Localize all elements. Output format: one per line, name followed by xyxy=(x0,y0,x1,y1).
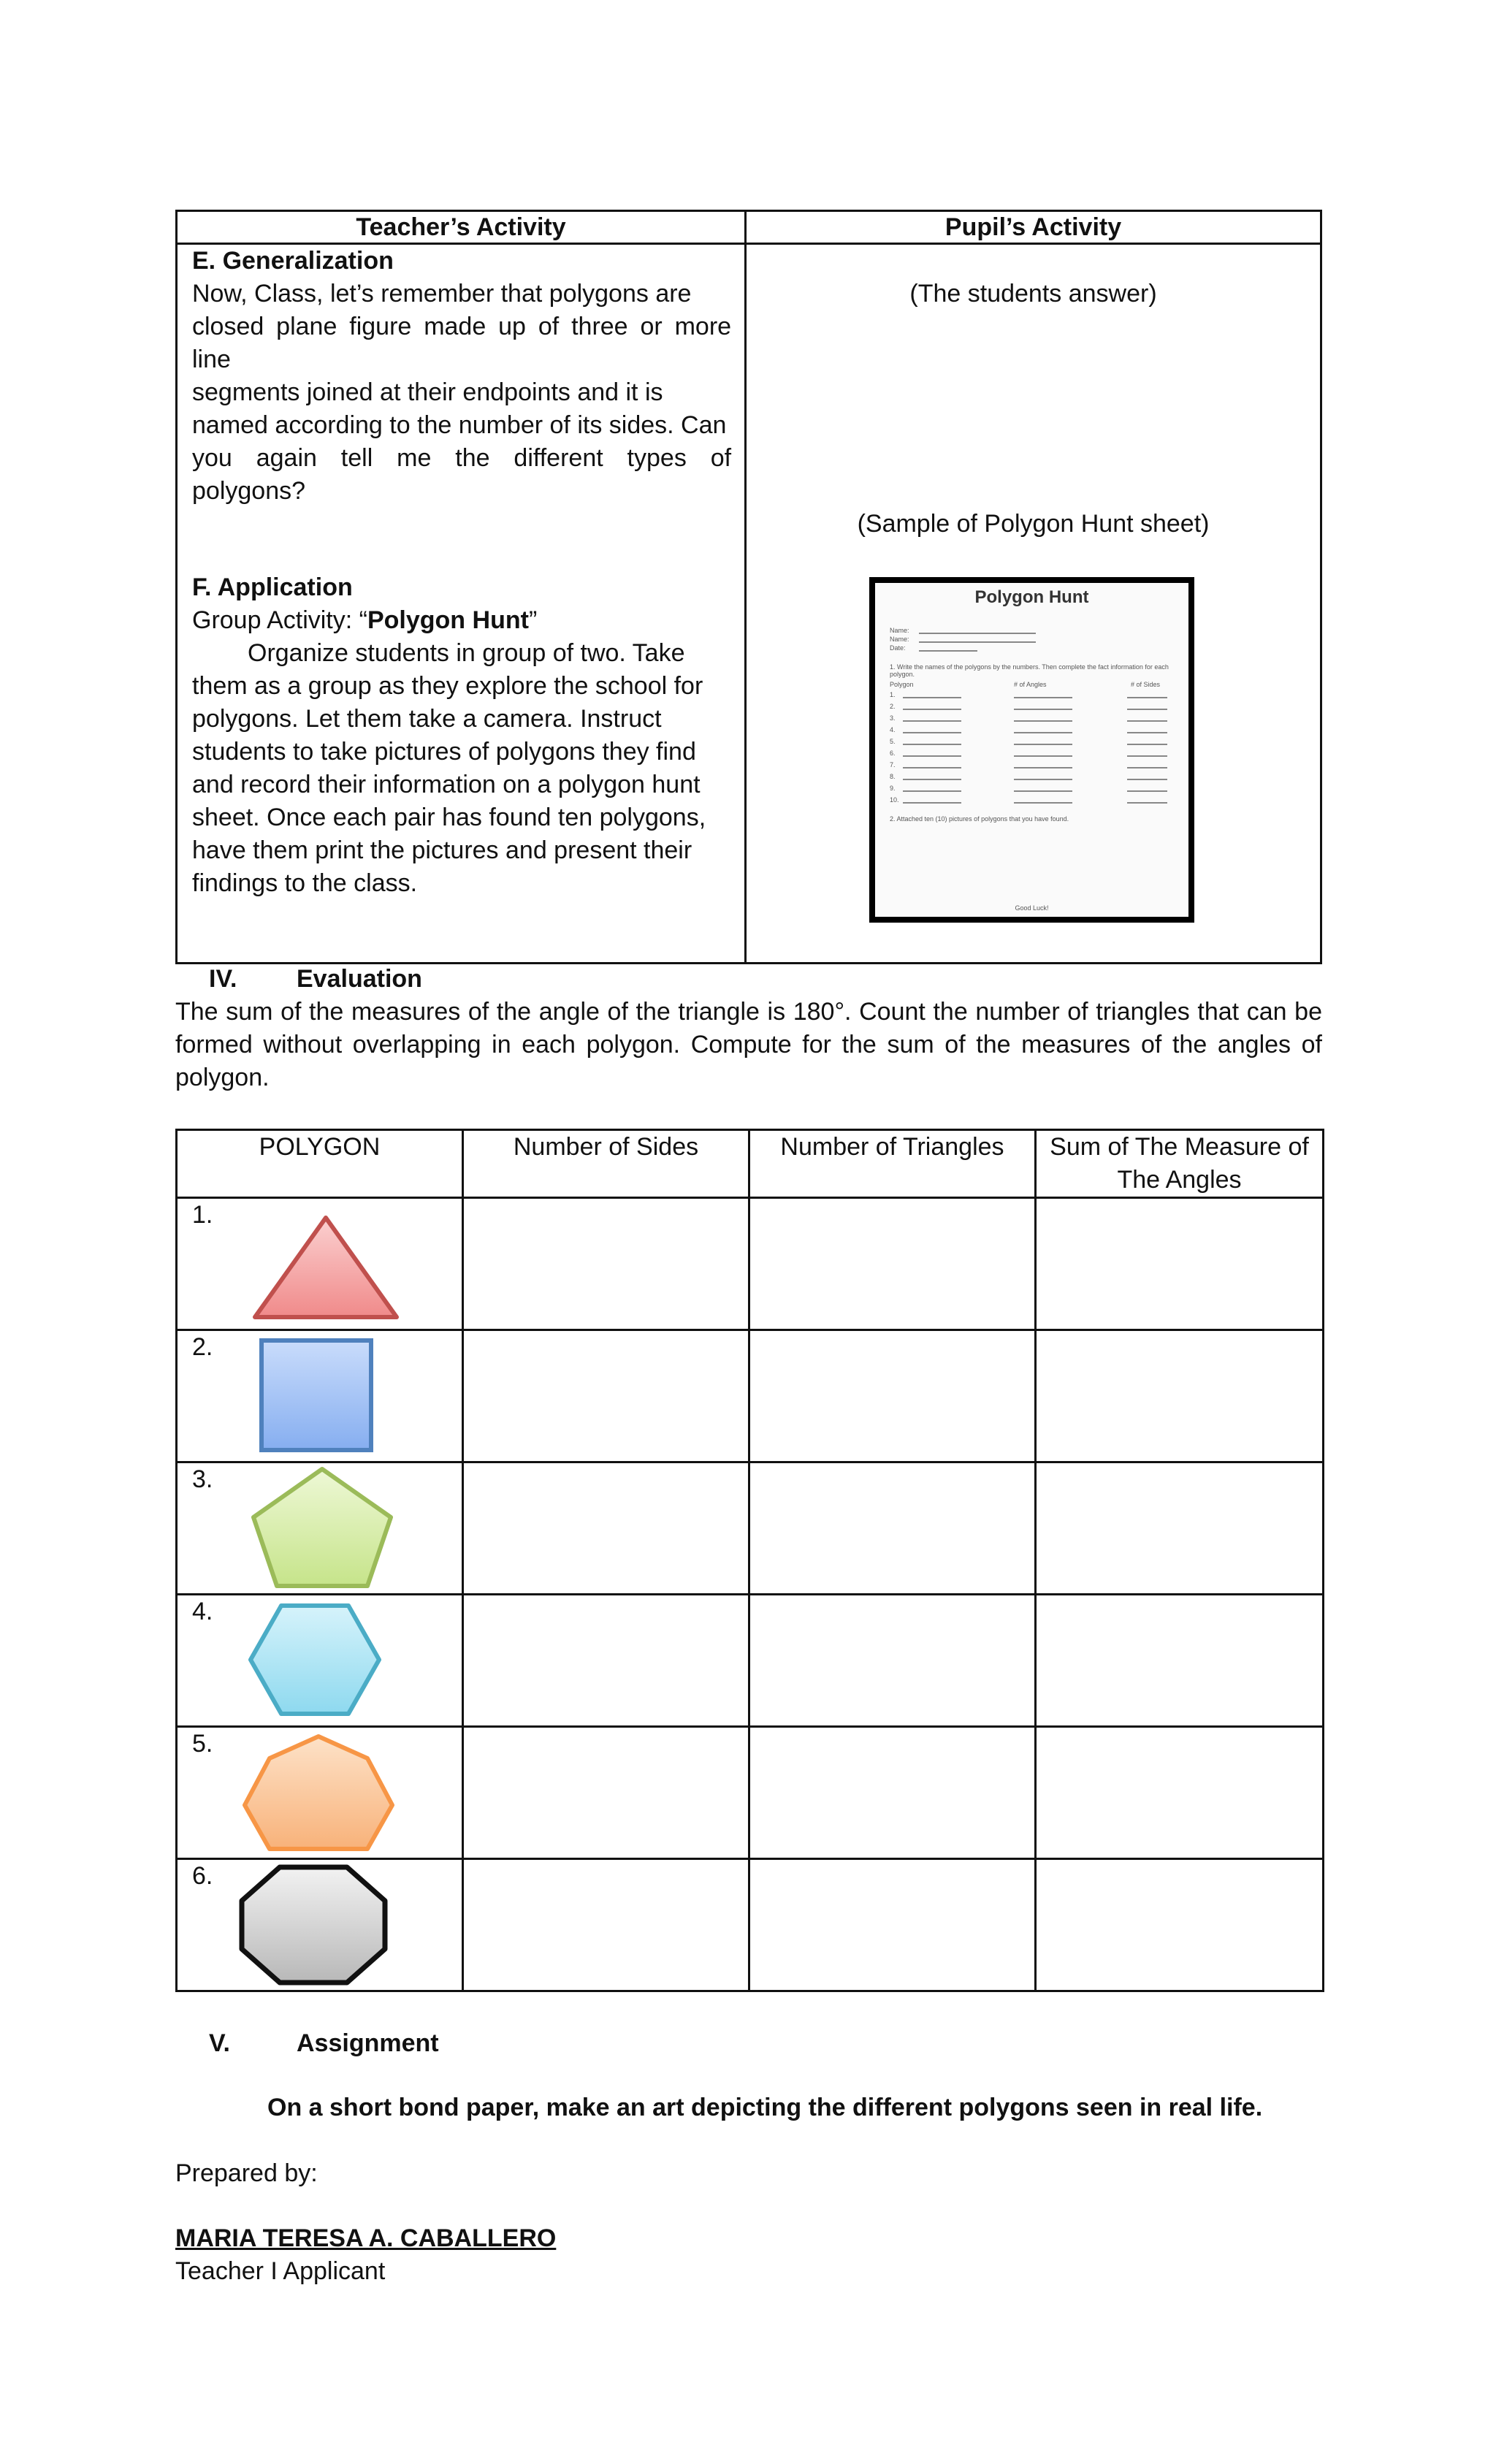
evaluation-heading: Evaluation xyxy=(297,965,422,993)
hunt-name-label: Name: xyxy=(890,627,909,634)
hunt-row-line xyxy=(903,697,961,698)
text-line: polygons. Let them take a camera. Instruct xyxy=(192,705,662,733)
text-line: you again tell me the different types of polygons? xyxy=(192,444,732,505)
text-line: Organize students in group of two. Take xyxy=(248,639,685,667)
hunt-row-line xyxy=(903,802,961,804)
application-text xyxy=(192,637,731,900)
number-of-sides-cell[interactable] xyxy=(463,1330,749,1462)
hunt-row-line xyxy=(903,779,961,780)
hunt-row-line xyxy=(903,755,961,757)
hunt-row-line xyxy=(903,767,961,768)
number-of-sides-cell[interactable] xyxy=(463,1727,749,1859)
hunt-row-line xyxy=(1127,790,1167,792)
hunt-row-number: 7. xyxy=(890,761,896,768)
number-of-triangles-cell[interactable] xyxy=(749,1330,1036,1462)
hunt-row-number: 8. xyxy=(890,773,896,780)
polygon-cell xyxy=(177,1727,463,1859)
assignment-heading: Assignment xyxy=(297,2029,439,2057)
assignment-text: On a short bond paper, make an art depicting the different polygons seen in real life. xyxy=(267,2094,1263,2121)
table-row xyxy=(177,1198,1324,1330)
hunt-row-line xyxy=(1127,744,1167,745)
hunt-row-number: 9. xyxy=(890,785,896,792)
hunt-col-angles: # of Angles xyxy=(1014,681,1047,688)
evaluation-intro xyxy=(175,996,1322,1094)
sum-of-angles-cell[interactable] xyxy=(1036,1727,1324,1859)
generalization-text xyxy=(192,278,731,508)
hunt-row-number: 6. xyxy=(890,750,896,757)
text-line: students to take pictures of polygons they find xyxy=(192,738,696,766)
number-of-triangles-cell[interactable] xyxy=(749,1595,1036,1727)
polygon-cell xyxy=(177,1859,463,1991)
hunt-row-number: 2. xyxy=(890,703,896,710)
number-of-triangles-cell[interactable] xyxy=(749,1462,1036,1595)
text-line: closed plane figure made up of three or more line xyxy=(192,313,732,373)
hunt-row-line xyxy=(1127,755,1167,757)
text-line: named according to the number of its sides. Can xyxy=(192,411,727,439)
hunt-row-line xyxy=(1014,744,1072,745)
preparer-title: Teacher I Applicant xyxy=(175,2257,386,2285)
hunt-row-line xyxy=(903,790,961,792)
evaluation-table xyxy=(175,1129,1324,1992)
intro-line: polygon. xyxy=(175,1064,270,1091)
row-number: 2. xyxy=(192,1333,213,1361)
table-row xyxy=(177,1462,1324,1595)
sum-of-angles-cell[interactable] xyxy=(1036,1462,1324,1595)
polygon-cell xyxy=(177,1595,463,1727)
table-row xyxy=(177,1595,1324,1727)
table-row xyxy=(177,1330,1324,1462)
prepared-by-label: Prepared by: xyxy=(175,2159,318,2187)
col-number-of-triangles: Number of Triangles xyxy=(749,1130,1036,1198)
activity-prefix: Group Activity: “ xyxy=(192,606,367,634)
hunt-row-line xyxy=(1127,767,1167,768)
number-of-sides-cell[interactable] xyxy=(463,1595,749,1727)
hunt-sheet-caption: (Sample of Polygon Hunt sheet) xyxy=(857,510,1210,538)
number-of-triangles-cell[interactable] xyxy=(749,1727,1036,1859)
number-of-triangles-cell[interactable] xyxy=(749,1859,1036,1991)
hunt-row-line xyxy=(1014,767,1072,768)
hunt-row-number: 1. xyxy=(890,691,896,698)
activity-name: Polygon Hunt xyxy=(367,606,529,634)
hunt-row-number: 10. xyxy=(890,796,899,804)
hunt-section-label: Name: xyxy=(890,636,909,643)
sum-of-angles-cell[interactable] xyxy=(1036,1595,1324,1727)
hunt-row-line xyxy=(903,709,961,710)
hunt-row-line xyxy=(903,744,961,745)
teacher-activity-cell xyxy=(177,244,746,964)
polygon-cell xyxy=(177,1462,463,1595)
number-of-sides-cell[interactable] xyxy=(463,1859,749,1991)
number-of-sides-cell[interactable] xyxy=(463,1462,749,1595)
hunt-footer: Good Luck! xyxy=(1015,904,1049,912)
pentagon-icon xyxy=(249,1465,395,1590)
teacher-activity-header: Teacher’s Activity xyxy=(177,211,746,244)
table-row xyxy=(177,1727,1324,1859)
hunt-col-polygon: Polygon xyxy=(890,681,914,688)
hunt-sheet-title: Polygon Hunt xyxy=(974,587,1089,607)
sum-of-angles-cell[interactable] xyxy=(1036,1859,1324,1991)
hunt-row-line xyxy=(1014,732,1072,733)
hunt-row-number: 4. xyxy=(890,726,896,733)
sum-of-angles-cell[interactable] xyxy=(1036,1198,1324,1330)
heptagon-icon xyxy=(239,1732,398,1855)
table-row xyxy=(177,1859,1324,1991)
hunt-row-line xyxy=(1014,779,1072,780)
hunt-instruction-1: 1. Write the names of the polygons by the numbers. Then complete the fact information for each polygon. xyxy=(890,663,1169,678)
hunt-date-label: Date: xyxy=(890,644,906,652)
text-line: Now, Class, let’s remember that polygons are xyxy=(192,280,692,308)
number-of-triangles-cell[interactable] xyxy=(749,1198,1036,1330)
square-icon xyxy=(258,1337,376,1455)
hunt-row-line xyxy=(1127,732,1167,733)
text-line: sheet. Once each pair has found ten polygons, xyxy=(192,804,706,831)
evaluation-numeral: IV. xyxy=(209,965,237,993)
hunt-row-line xyxy=(1014,802,1072,804)
row-number: 4. xyxy=(192,1598,213,1625)
text-line: findings to the class. xyxy=(192,869,418,897)
generalization-heading: E. Generalization xyxy=(192,247,394,275)
hunt-row-line xyxy=(1014,709,1072,710)
octagon-icon xyxy=(237,1863,389,1987)
intro-line: formed without overlapping in each polygon. Compute for the sum of the measures of the angles of xyxy=(175,1031,1322,1059)
polygon-cell xyxy=(177,1330,463,1462)
col-polygon: POLYGON xyxy=(177,1130,463,1198)
row-number: 3. xyxy=(192,1465,213,1493)
hunt-row-line xyxy=(1127,802,1167,804)
hunt-instruction-2: 2. Attached ten (10) pictures of polygons that you have found. xyxy=(890,815,1069,823)
hexagon-icon xyxy=(246,1601,383,1718)
assignment-numeral: V. xyxy=(209,2029,231,2057)
hunt-row-number: 3. xyxy=(890,714,896,722)
application-heading: F. Application xyxy=(192,573,353,601)
sum-of-angles-cell[interactable] xyxy=(1036,1330,1324,1462)
row-number: 6. xyxy=(192,1862,213,1890)
group-activity-line xyxy=(192,604,731,637)
triangle-icon xyxy=(251,1213,404,1323)
hunt-col-sides: # of Sides xyxy=(1131,681,1161,688)
hunt-row-line xyxy=(1127,779,1167,780)
row-number: 1. xyxy=(192,1201,213,1229)
hunt-row-line xyxy=(1014,790,1072,792)
intro-line: The sum of the measures of the angle of the triangle is 180°. Count the number of triangles that can be xyxy=(175,998,1322,1026)
col-sum-of-angles: Sum of The Measure of The Angles xyxy=(1036,1130,1324,1198)
text-line: have them print the pictures and present their xyxy=(192,836,692,864)
polygon-cell xyxy=(177,1198,463,1330)
text-line: and record their information on a polygon hunt xyxy=(192,771,701,798)
pupil-response: (The students answer) xyxy=(909,280,1157,308)
text-line: segments joined at their endpoints and it is xyxy=(192,378,663,406)
col-number-of-sides: Number of Sides xyxy=(463,1130,749,1198)
hunt-row-line xyxy=(903,732,961,733)
hunt-row-number: 5. xyxy=(890,738,896,745)
row-number: 5. xyxy=(192,1730,213,1758)
pupil-activity-header: Pupil’s Activity xyxy=(746,211,1321,244)
hunt-row-line xyxy=(903,720,961,722)
hunt-row-line xyxy=(1127,709,1167,710)
activity-suffix: ” xyxy=(528,606,538,634)
hunt-row-line xyxy=(1014,720,1072,722)
hunt-row-line xyxy=(1127,720,1167,722)
text-line: them as a group as they explore the school for xyxy=(192,672,703,700)
number-of-sides-cell[interactable] xyxy=(463,1198,749,1330)
preparer-name: MARIA TERESA A. CABALLERO xyxy=(175,2224,557,2252)
hunt-row-line xyxy=(1014,755,1072,757)
polygon-hunt-sheet-image xyxy=(869,577,1194,923)
hunt-row-line xyxy=(1014,697,1072,698)
hunt-row-line xyxy=(1127,697,1167,698)
